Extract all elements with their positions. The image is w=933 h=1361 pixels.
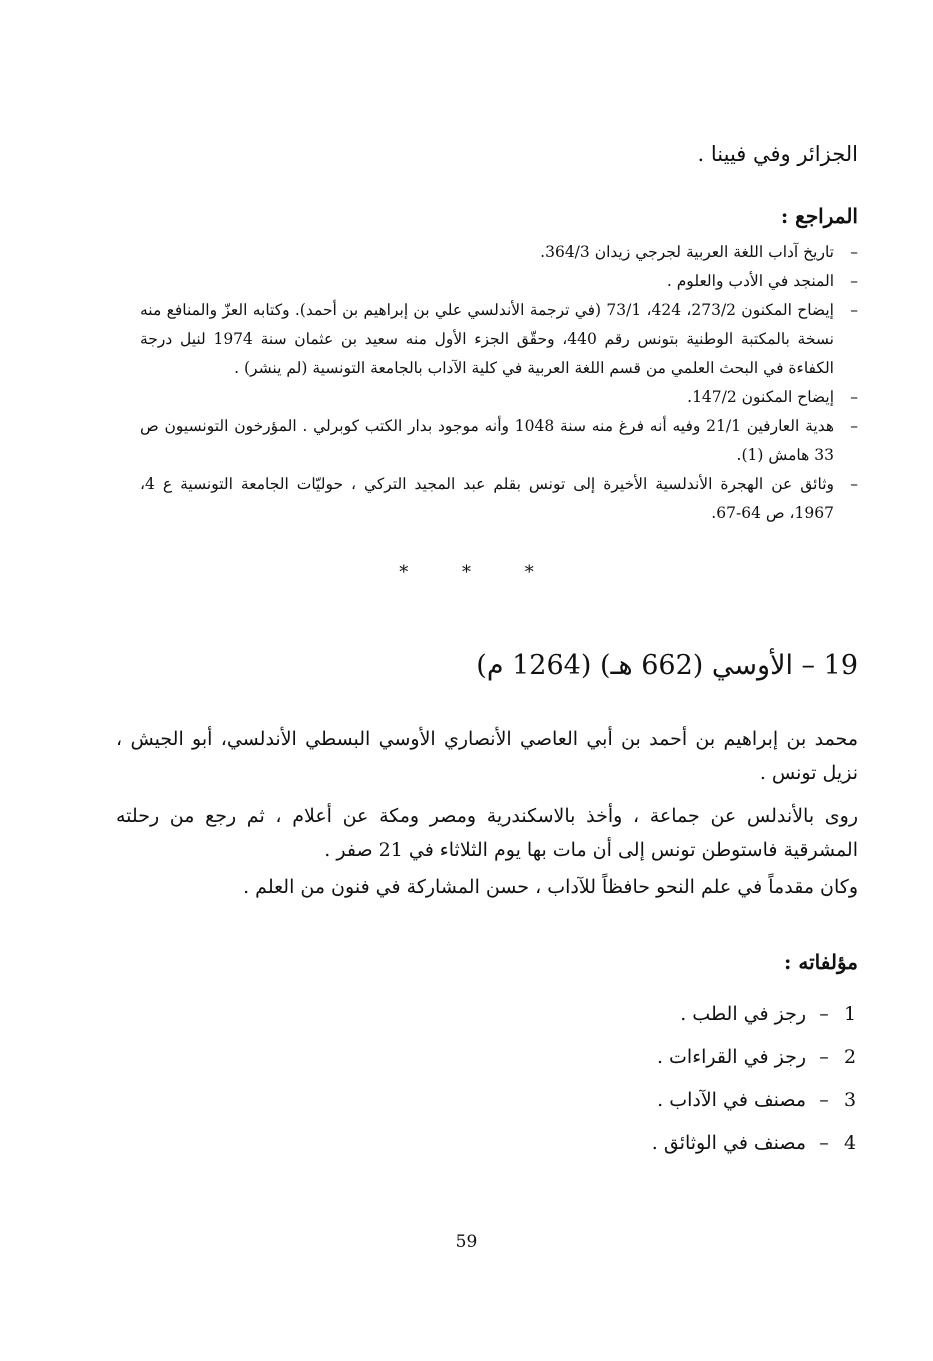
reference-item (140, 267, 858, 296)
separator-star: * (462, 562, 471, 583)
list-dash: – (819, 1003, 829, 1025)
reference-text: إيضاح المكنون 147/2. (687, 388, 834, 406)
list-dash: – (819, 1132, 829, 1154)
list-dash: – (850, 243, 858, 261)
entry-title: 19 – الأوسي (662 هـ) (1264 م) (476, 650, 858, 681)
reference-item (140, 412, 858, 470)
reference-item (140, 470, 858, 528)
works-heading: مؤلفاته : (784, 950, 858, 974)
section-separator (0, 562, 933, 583)
work-number: 4 (843, 1132, 857, 1154)
reference-text: المنجد في الأدب والعلوم . (666, 272, 834, 290)
work-number: 3 (843, 1089, 857, 1111)
continuation-line: الجزائر وفي فيينا . (697, 142, 858, 166)
work-item (652, 1036, 858, 1079)
entry-paragraph: محمد بن إبراهيم بن أحمد بن أبي العاصي الأنصاري الأوسي البسطي الأندلسي، أبو الجيش ، نزيل تونس . (116, 728, 858, 784)
list-dash: – (850, 301, 858, 319)
list-dash: – (850, 272, 858, 290)
reference-item (140, 296, 858, 383)
references-list (140, 238, 858, 528)
work-item (652, 1122, 858, 1165)
list-dash: – (850, 388, 858, 406)
work-item (652, 993, 858, 1036)
list-dash: – (850, 417, 858, 435)
list-dash: – (819, 1046, 829, 1068)
list-dash: – (819, 1089, 829, 1111)
references-heading: المراجع : (780, 204, 858, 228)
works-list (652, 993, 858, 1165)
reference-item (140, 238, 858, 267)
list-dash: – (850, 475, 858, 493)
work-text: رجز في الطب . (680, 1003, 806, 1025)
reference-text: وثائق عن الهجرة الأندلسية الأخيرة إلى تونس بقلم عبد المجيد التركي ، حوليّات الجامعة التونسية ع 4، 1967، ص 64-67. (140, 475, 834, 522)
work-text: مصنف في الوثائق . (651, 1132, 806, 1154)
reference-item (140, 383, 858, 412)
page-number: 59 (455, 1232, 478, 1252)
work-text: مصنف في الآداب . (657, 1089, 806, 1111)
work-text: رجز في القراءات . (656, 1046, 806, 1068)
entry-paragraph: وكان مقدماً في علم النحو حافظاً للآداب ، حسن المشاركة في فنون من العلم . (243, 876, 858, 898)
work-item (652, 1079, 858, 1122)
separator-star: * (524, 562, 534, 583)
work-number: 2 (843, 1046, 857, 1068)
work-number: 1 (843, 1003, 857, 1025)
reference-text: إيضاح المكنون 273/2، 424، 73/1 (في ترجمة الأندلسي علي بن إبراهيم بن أحمد). وكتابه العزّ والمنافع منه نسخة بالمكتبة الوطنية بتونس رقم 440، وحقّق الجزء الأول منه سعيد بن عثمان سنة 1974 لنيل درجة الكفاءة في البحث العلمي من قسم اللغة العربية في كلية الآداب بالجامعة التونسية (لم ينشر) . (140, 301, 834, 377)
reference-text: هدية العارفين 21/1 وفيه أنه فرغ منه سنة 1048 وأنه موجود بدار الكتب كوبرلي . المؤرخون التونسيون ص 33 هامش (1). (140, 417, 835, 464)
entry-paragraph: روى بالأندلس عن جماعة ، وأخذ بالاسكندرية ومصر ومكة عن أعلام ، ثم رجع من رحلته المشرقية فاستوطن تونس إلى أن مات بها يوم الثلاثاء في 21 صفر . (116, 805, 858, 861)
reference-text: تاريخ آداب اللغة العربية لجرجي زيدان 364/3. (540, 243, 834, 261)
separator-star: * (399, 562, 409, 583)
